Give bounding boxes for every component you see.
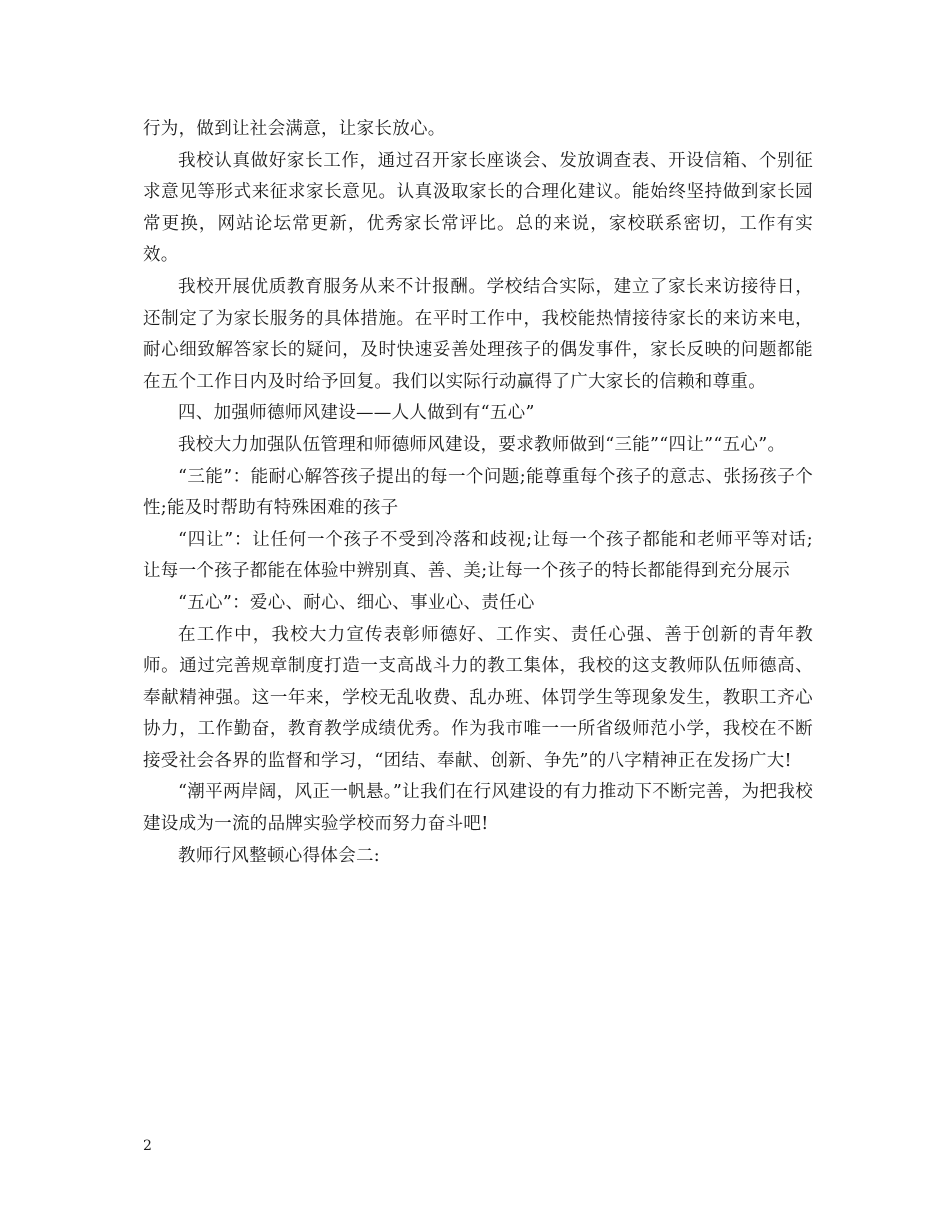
section-heading: 四、加强师德师风建设——人人做到有“五心”	[178, 403, 535, 424]
paragraph-next-title: 教师行风整顿心得体会二:	[178, 845, 380, 866]
paragraph-requirements: 我校大力加强队伍管理和师德师风建设，要求教师做到“三能”“四让”“五心”。	[178, 434, 786, 455]
paragraph-wu-xin: “五心”：爱心、耐心、细心、事业心、责任心	[178, 592, 535, 613]
document-body	[143, 114, 813, 872]
paragraph-quality-service: 我校开展优质教育服务从来不计报酬。学校结合实际，建立了家长来访接待日，还制定了为家长服务的具体措施。在平时工作中，我校能热情接待家长的来访来电，耐心细致解答家长的疑问，及时快速妥善处理孩子的偶发事件，家长反映的问题都能在五个工作日内及时给予回复。我们以实际行动赢得了广大家长的信赖和尊重。	[143, 276, 813, 392]
paragraph-continuation: 行为，做到让社会满意，让家长放心。	[143, 119, 446, 139]
paragraph-work-practice: 在工作中，我校大力宣传表彰师德好、工作实、责任心强、善于创新的青年教师。通过完善规章制度打造一支高战斗力的教工集体，我校的这支教师队伍师德高、奉献精神强。这一年来，学校无乱收费、乱办班、体罚学生等现象发生，教职工齐心协力，工作勤奋，教育教学成绩优秀。作为我市唯一一所省级师范小学，我校在不断接受社会各界的监督和学习，“团结、奉献、创新、争先”的八字精神正在发扬广大!	[143, 624, 813, 771]
page-number: 2	[143, 1138, 152, 1154]
paragraph-parent-work: 我校认真做好家长工作，通过召开家长座谈会、发放调查表、开设信箱、个别征求意见等形式来征求家长意见。认真汲取家长的合理化建议。能始终坚持做到家长园常更换，网站论坛常更新，优秀家长常评比。总的来说，家校联系密切，工作有实效。	[143, 150, 813, 266]
paragraph-closing-quote: “潮平两岸阔，风正一帆悬。”让我们在行风建设的有力推动下不断完善，为把我校建设成为一流的品牌实验学校而努力奋斗吧!	[143, 782, 813, 835]
paragraph-si-rang: “四让”：让任何一个孩子不受到冷落和歧视;让每一个孩子都能和老师平等对话;让每一个孩子都能在体验中辨别真、善、美;让每一个孩子的特长都能得到充分展示	[143, 529, 813, 582]
paragraph-san-neng: “三能”：能耐心解答孩子提出的每一个问题;能尊重每个孩子的意志、张扬孩子个性;能及时帮助有特殊困难的孩子	[143, 466, 813, 519]
